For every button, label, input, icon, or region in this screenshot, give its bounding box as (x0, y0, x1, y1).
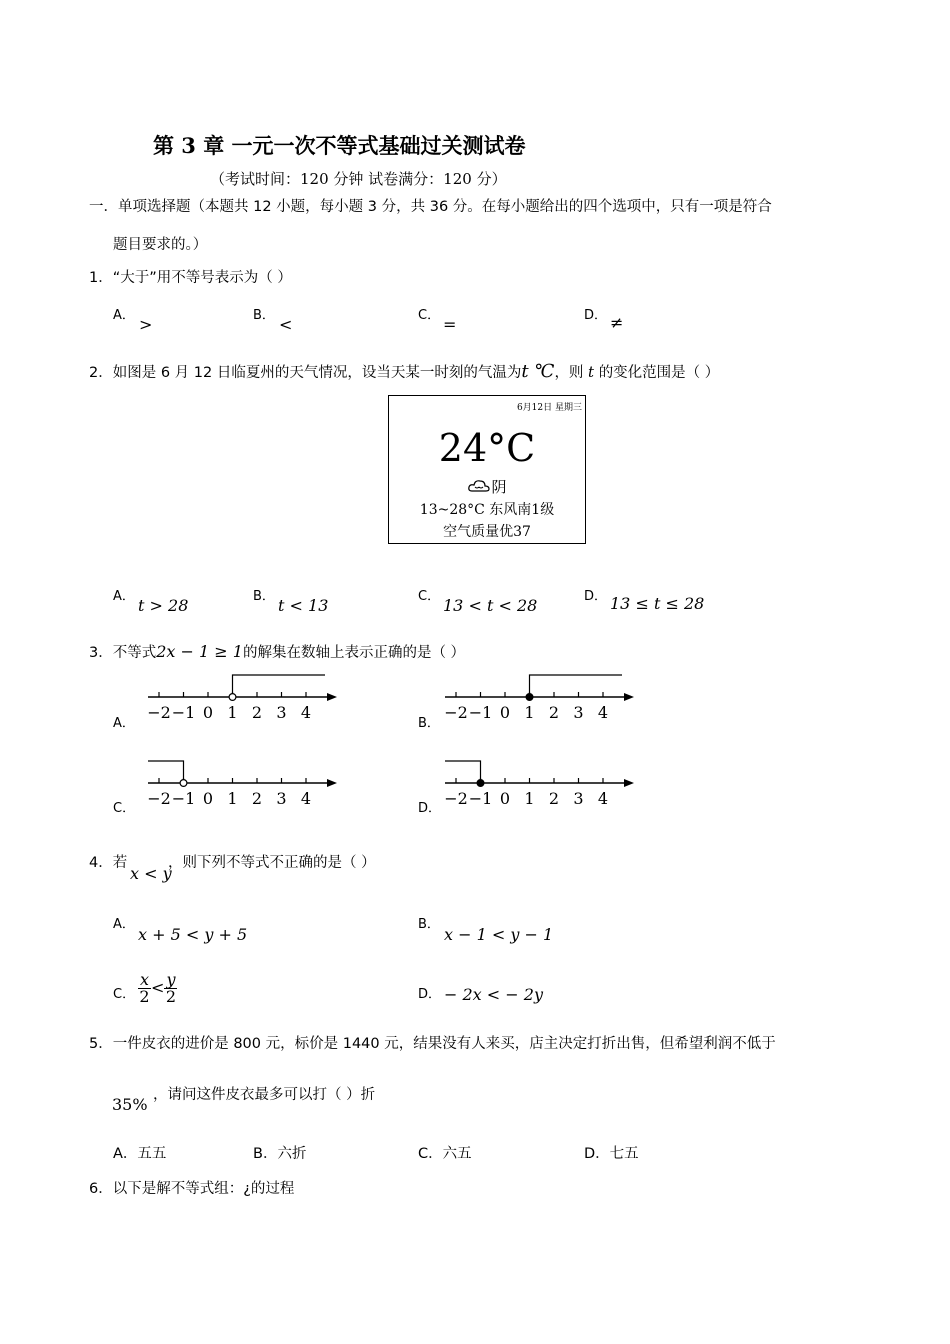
open-point (180, 780, 187, 787)
q4-option-b-value: x − 1 < y − 1 (444, 925, 554, 944)
solution-ray (233, 675, 326, 697)
weather-condition (389, 476, 585, 497)
tick-label: −2 (444, 703, 468, 722)
q2-option-c-label: C． (418, 589, 441, 604)
q5-option-d-value: 七五 (609, 1146, 639, 1162)
q2-stem-part-a: 2．如图是 6 月 12 日临夏州的天气情况，设当天某一时刻的气温为 (89, 365, 522, 381)
solution-ray (445, 761, 481, 783)
section-heading: 一．单项选择题（本题共 12 小题，每小题 3 分，共 36 分。在每小题给出的四个选项中，只有一项是符合 (89, 199, 772, 215)
tick-label: 3 (573, 703, 584, 722)
q4-option-b-label: B． (418, 917, 440, 932)
q2-option-a-label: A． (113, 589, 135, 604)
tick-label: 2 (251, 703, 263, 722)
q5-option-d-label: D． (584, 1146, 610, 1162)
q1-option-a-label: A． (113, 308, 135, 323)
tick-label: −2 (147, 703, 171, 722)
q3-option-c-label: C． (113, 801, 136, 816)
q3-number-line-a (140, 668, 345, 726)
weather-cond-text: 阴 (491, 478, 507, 496)
tick-label: 0 (499, 703, 511, 722)
q2-stem (89, 361, 719, 382)
q3-stem-expr: 2x − 1 ≥ 1 (156, 642, 243, 661)
tick-label: −2 (147, 789, 171, 808)
weather-card (388, 395, 586, 544)
page-title: 第 3 章 一元一次不等式基础过关测试卷 (153, 133, 526, 158)
weather-temp: 24°C (438, 426, 536, 470)
q1-option-b-value: < (279, 315, 293, 334)
q3-option-a-label: A． (113, 716, 135, 731)
axis-arrow (624, 693, 634, 701)
axis-arrow (327, 779, 337, 787)
q4-c-den2: 2 (165, 987, 177, 1006)
open-point (229, 694, 236, 701)
q1-option-a-value: > (139, 315, 153, 334)
tick-label: −1 (171, 789, 196, 808)
q3-option-b-label: B． (418, 716, 440, 731)
tick-label: 4 (597, 789, 609, 808)
q2-option-d-value: 13 ≤ t ≤ 28 (610, 594, 705, 613)
q4-c-op: < (151, 978, 165, 997)
q2-option-b-label: B． (253, 589, 275, 604)
q5-option-a (113, 1142, 166, 1163)
q3-number-line-d (437, 754, 642, 812)
axis-arrow (327, 693, 337, 701)
tick-label: 2 (548, 703, 560, 722)
q3-option-d-label: D． (418, 801, 442, 816)
q4-option-c-label: C． (113, 987, 136, 1002)
weather-date: 6月12日 星期三 (516, 403, 582, 413)
tick-label: 1 (227, 789, 238, 808)
tick-label: 4 (300, 789, 312, 808)
tick-label: 4 (597, 703, 609, 722)
q3-stem (89, 641, 465, 662)
q5-option-b-label: B． (253, 1146, 278, 1162)
q5-option-b-value: 六折 (277, 1146, 307, 1162)
q5-option-a-label: A． (113, 1146, 138, 1162)
solution-ray (530, 675, 623, 697)
q1-option-d-value: ≠ (610, 313, 624, 332)
q4-option-d-value: − 2x < − 2y (444, 985, 543, 1004)
tick-label: 1 (524, 703, 535, 722)
q5-option-d (584, 1142, 639, 1163)
q1-option-c-value: = (443, 315, 457, 334)
tick-label: 0 (202, 703, 214, 722)
q5-stem-line1: 5．一件皮衣的进价是 800 元，标价是 1440 元，结果没有人来买，店主决定打折出售，但希望利润不低于 (89, 1036, 776, 1052)
tick-label: −1 (468, 789, 493, 808)
section-heading-cont: 题目要求的。） (113, 237, 208, 253)
tick-label: 0 (499, 789, 511, 808)
q4-c-den1: 2 (139, 987, 150, 1006)
tick-label: 0 (202, 789, 214, 808)
q2-option-d-label: D． (584, 589, 608, 604)
q2-stem-t: t (588, 363, 595, 381)
q4-option-a-value: x + 5 < y + 5 (138, 925, 248, 944)
q6-stem: 6．以下是解不等式组：¿的过程 (89, 1181, 295, 1197)
q5-option-c (418, 1142, 472, 1163)
tick-label: −2 (444, 789, 468, 808)
q4-stem-a: 4．若 (89, 855, 128, 871)
axis-arrow (624, 779, 634, 787)
q4-stem-b: ，则下列不等式不正确的是（ ） (168, 855, 376, 871)
q2-option-a-value: t > 28 (138, 596, 189, 615)
q5-option-a-value: 五五 (137, 1146, 167, 1162)
q3-stem-part-a: 3．不等式 (89, 645, 157, 661)
q3-number-line-b (437, 668, 642, 726)
q4-option-d-label: D． (418, 987, 442, 1002)
tick-label: −1 (171, 703, 196, 722)
tick-label: 3 (276, 703, 287, 722)
q2-stem-part-c: 的变化范围是（ ） (598, 365, 720, 381)
q1-option-d-label: D． (584, 308, 608, 323)
q4-option-c-value (138, 972, 177, 1005)
q4-c-num2: y (166, 970, 176, 989)
page-subtitle: （考试时间：120 分钟 试卷满分：120 分） (210, 170, 507, 188)
q1-option-b-label: B． (253, 308, 275, 323)
cloud-icon (467, 478, 491, 494)
q3-number-line-c (140, 754, 345, 812)
tick-label: 3 (276, 789, 287, 808)
tick-label: 1 (227, 703, 238, 722)
q3-stem-part-b: 的解集在数轴上表示正确的是（ ） (242, 645, 466, 661)
q5-percent: 35% (112, 1095, 148, 1114)
closed-point (526, 694, 533, 701)
q4-option-a-label: A． (113, 917, 135, 932)
solution-ray (148, 761, 184, 783)
q5-option-c-label: C． (418, 1146, 443, 1162)
tick-label: 1 (524, 789, 535, 808)
q2-stem-part-b: ，则 (554, 365, 584, 381)
q5-option-b (253, 1142, 306, 1163)
tick-label: 2 (548, 789, 560, 808)
q5-option-c-value: 六五 (442, 1146, 472, 1162)
tick-label: −1 (468, 703, 493, 722)
closed-point (477, 780, 484, 787)
q2-option-c-value: 13 < t < 28 (443, 596, 538, 615)
q2-stem-var: t ℃ (521, 361, 555, 382)
tick-label: 3 (573, 789, 584, 808)
weather-wind: 13~28°C 东风南1级 (419, 502, 555, 518)
q1-option-c-label: C． (418, 308, 441, 323)
tick-label: 4 (300, 703, 312, 722)
q5-stem-line2: ，请问这件皮衣最多可以打（ ）折 (153, 1087, 376, 1103)
q4-c-num1: x (140, 970, 150, 989)
tick-label: 2 (251, 789, 263, 808)
weather-aqi: 空气质量优37 (443, 524, 531, 540)
q2-option-b-value: t < 13 (278, 596, 329, 615)
q4-cond: x < y (130, 864, 172, 883)
q1-stem: 1．“大于”用不等号表示为（ ） (89, 270, 292, 286)
